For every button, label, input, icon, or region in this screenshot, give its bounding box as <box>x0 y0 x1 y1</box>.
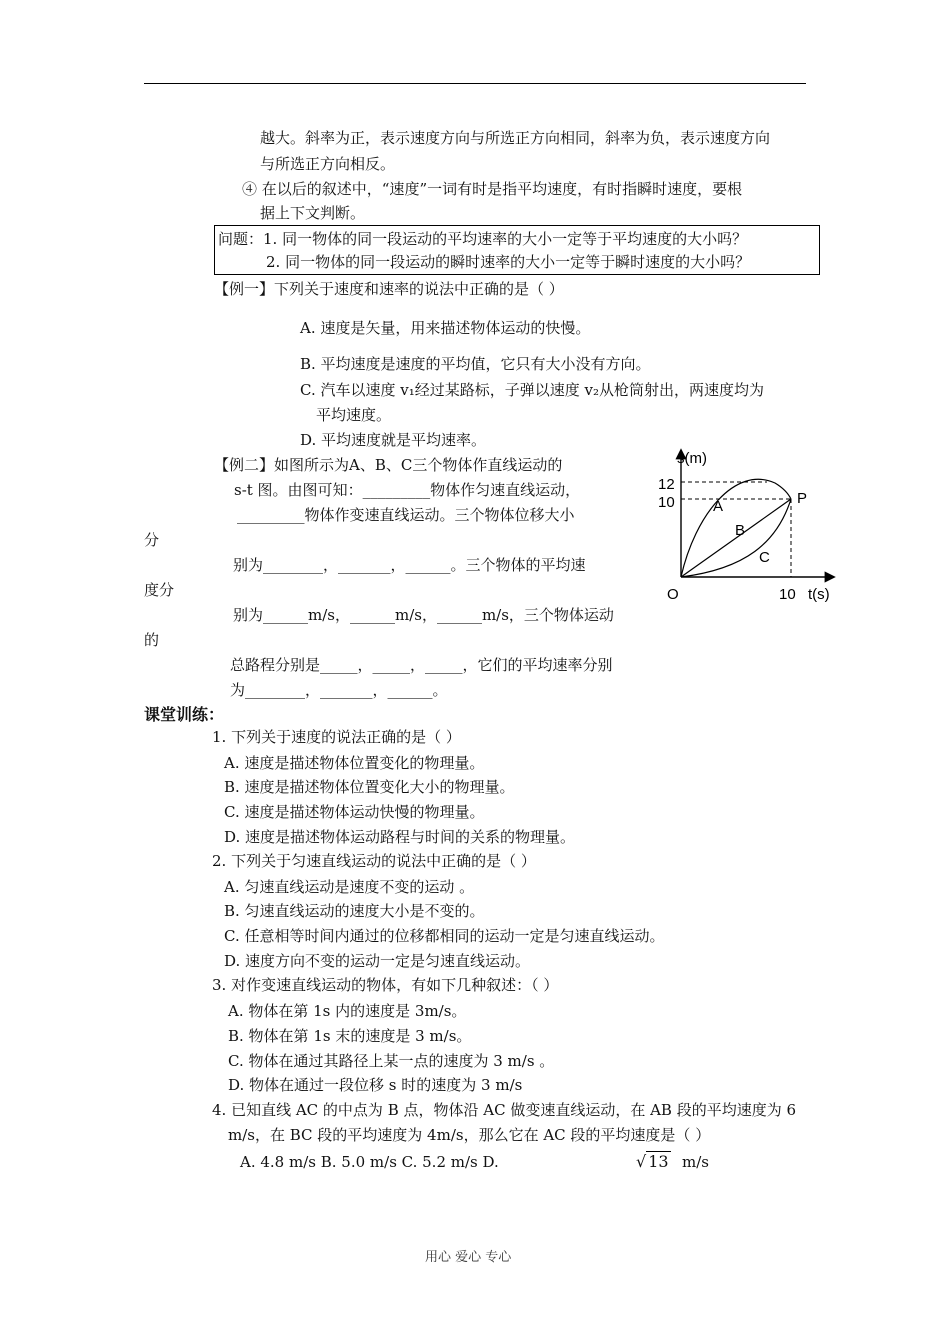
problem-3-option-c: C. 物体在通过其路径上某一点的速度为 3 m/s 。 <box>228 1052 555 1070</box>
y-tick-10: 10 <box>658 494 675 511</box>
problem-4-options: A. 4.8 m/s B. 5.0 m/s C. 5.2 m/s D. <box>240 1153 499 1171</box>
problem-1-option-c: C. 速度是描述物体运动快慢的物理量。 <box>224 803 485 821</box>
example-2-text: 总路程分别是_____，_____，_____，它们的平均速率分别 <box>230 656 613 674</box>
problem-4-option-d-unit: m/s <box>682 1153 709 1171</box>
example-1-option-c: C. 汽车以速度 v₁经过某路标，子弹以速度 v₂从枪筒射出，两速度均为 <box>300 381 764 399</box>
example-1-title: 【例一】下列关于速度和速率的说法中正确的是（ ） <box>214 280 564 298</box>
text-line: 与所选正方向相反。 <box>260 155 396 173</box>
point-label-p: P <box>797 490 808 507</box>
example-2-text: 的 <box>144 631 160 649</box>
example-1-option-c-cont: 平均速度。 <box>316 406 392 424</box>
problem-3-option-d: D. 物体在通过一段位移 s 时的速度为 3 m/s <box>228 1076 523 1094</box>
page-footer: 用心 爱心 专心 <box>425 1250 512 1265</box>
curve-label-a: A <box>713 498 724 515</box>
problem-3-option-b: B. 物体在第 1s 末的速度是 3 m/s。 <box>228 1027 472 1045</box>
problem-2-option-c: C. 任意相等时间内通过的位移都相同的运动一定是匀速直线运动。 <box>224 927 665 945</box>
curve-label-b: B <box>735 522 746 539</box>
problem-2-option-a: A. 匀速直线运动是速度不变的运动 。 <box>224 878 475 896</box>
question-1: 问题：1. 同一物体的同一段运动的平均速率的大小一定等于平均速度的大小吗？ <box>218 230 748 248</box>
problem-2-option-b: B. 匀速直线运动的速度大小是不变的。 <box>224 902 485 920</box>
question-2: 2. 同一物体的同一段运动的瞬时速率的大小一定等于瞬时速度的大小吗？ <box>266 253 751 271</box>
y-axis-label: s(m) <box>677 450 707 467</box>
origin-label: O <box>667 586 679 603</box>
text-line: 越大。斜率为正，表示速度方向与所选正方向相同，斜率为负，表示速度方向 <box>260 129 771 147</box>
st-graph <box>655 445 840 610</box>
example-2-text: 度分 <box>144 581 175 599</box>
example-2-text: 分 <box>144 531 160 549</box>
x-axis-label: t(s) <box>808 586 830 603</box>
text-line: ④ 在以后的叙述中，“速度”一词有时是指平均速度，有时指瞬时速度，要根 <box>242 180 743 198</box>
example-2-text: s-t 图。由图可知：_________物体作匀速直线运动， <box>234 481 581 499</box>
sqrt-13: √ 13 <box>636 1152 669 1171</box>
sqrt-radicand: 13 <box>648 1152 669 1171</box>
header-rule <box>144 83 806 84</box>
problem-1-option-d: D. 速度是描述物体运动路程与时间的关系的物理量。 <box>224 828 576 846</box>
example-2-text: 别为______m/s，______m/s，______m/s，三个物体运动 <box>233 606 614 624</box>
problem-2-option-d: D. 速度方向不变的运动一定是匀速直线运动。 <box>224 952 531 970</box>
example-2-text: 【例二】如图所示为A、B、C三个物体作直线运动的 <box>214 456 563 474</box>
problem-1-option-b: B. 速度是描述物体位置变化大小的物理量。 <box>224 778 515 796</box>
example-1-option-d: D. 平均速度就是平均速率。 <box>300 431 487 449</box>
example-1-option-b: B. 平均速度是速度的平均值，它只有大小没有方向。 <box>300 355 651 373</box>
section-heading: 课堂训练： <box>144 705 225 724</box>
problem-2: 2. 下列关于匀速直线运动的说法中正确的是（ ） <box>212 852 536 870</box>
example-2-text: 为________，_______，______。 <box>230 681 448 699</box>
problem-1-option-a: A. 速度是描述物体位置变化的物理量。 <box>224 754 485 772</box>
text-line: 据上下文判断。 <box>260 204 366 222</box>
problem-4: 4. 已知直线 AC 的中点为 B 点，物体沿 AC 做变速直线运动，在 AB 段的平均速度为 6 <box>212 1101 797 1119</box>
problem-3: 3. 对作变速直线运动的物体，有如下几种叙述：（ ） <box>212 976 559 994</box>
problem-4-cont: m/s，在 BC 段的平均速度为 4m/s，那么它在 AC 段的平均速度是（ ） <box>228 1126 711 1144</box>
y-tick-12: 12 <box>658 476 675 493</box>
example-2-text: _________物体作变速直线运动。三个物体位移大小 <box>237 506 575 524</box>
curve-label-c: C <box>759 549 770 566</box>
example-2-text: 别为________，_______，______。三个物体的平均速 <box>233 556 586 574</box>
x-tick-10: 10 <box>779 586 796 603</box>
problem-1: 1. 下列关于速度的说法正确的是（ ） <box>212 728 461 746</box>
problem-3-option-a: A. 物体在第 1s 内的速度是 3m/s。 <box>228 1002 467 1020</box>
example-1-option-a: A. 速度是矢量，用来描述物体运动的快慢。 <box>300 319 591 337</box>
